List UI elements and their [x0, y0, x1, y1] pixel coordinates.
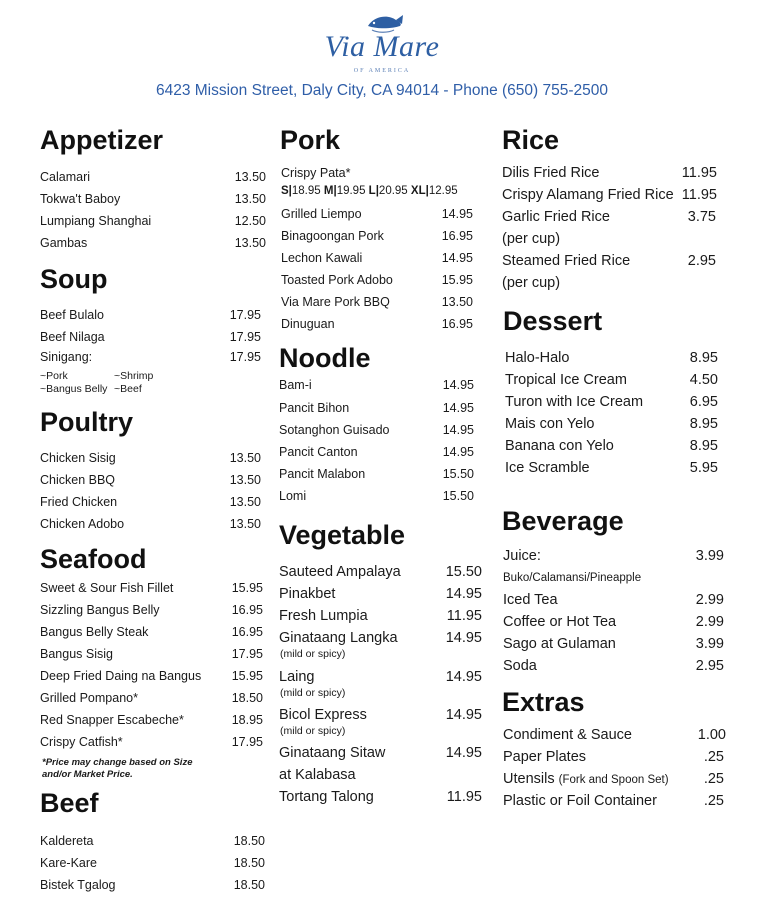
size-label: M|	[323, 185, 337, 197]
item-price: 16.95	[441, 317, 473, 331]
item-price: 18.50	[233, 834, 265, 848]
item-name: Pinakbet	[279, 586, 336, 602]
item-price: 15.95	[231, 581, 263, 595]
item-price: 15.50	[442, 489, 474, 503]
item-name: Bistek Tgalog	[40, 878, 116, 892]
item-price: 2.99	[695, 614, 724, 630]
restaurant-logo	[312, 12, 452, 82]
item-price: 14.95	[445, 630, 482, 646]
item-price: 14.95	[442, 401, 474, 415]
item-name: Mais con Yelo	[505, 416, 595, 432]
juice-options: Buko/Calamansi/Pineapple	[503, 572, 642, 584]
item-name: Lechon Kawali	[281, 251, 363, 265]
item-name: Sweet & Sour Fish Fillet	[40, 581, 174, 595]
item-price: 3.99	[695, 548, 724, 564]
section-title-beef: Beef	[40, 788, 99, 818]
item-price: 14.95	[445, 669, 482, 685]
soup-option: ~Bangus Belly	[40, 383, 108, 395]
section-title-poultry: Poultry	[40, 407, 134, 437]
item-name: Bangus Sisig	[40, 647, 113, 661]
item-name: Soda	[503, 658, 537, 674]
item-subnote: (mild or spicy)	[280, 687, 346, 699]
item-name: Pancit Canton	[279, 445, 358, 459]
item-price: 17.95	[229, 308, 261, 322]
section-title-rice: Rice	[502, 125, 560, 155]
item-name: Chicken BBQ	[40, 473, 116, 487]
item-price: 1.00	[697, 727, 726, 743]
item-price: 13.50	[234, 192, 266, 206]
item-name: (per cup)	[502, 231, 561, 247]
item-name: Tokwa't Baboy	[40, 192, 121, 206]
item-name: Calamari	[40, 170, 91, 184]
item-price: 18.50	[231, 691, 263, 705]
item-name: Coffee or Hot Tea	[503, 614, 617, 630]
item-price: 8.95	[689, 416, 718, 432]
item-price: 13.50	[229, 473, 261, 487]
item-name-detail: (Fork and Spoon Set)	[558, 774, 669, 786]
item-name: Tortang Talong	[279, 789, 374, 805]
section-title-pork: Pork	[280, 125, 341, 155]
item-name: Toasted Pork Adobo	[281, 273, 393, 287]
item-name: Pancit Bihon	[279, 401, 350, 415]
item-price: 8.95	[689, 438, 718, 454]
item-price: 3.99	[695, 636, 724, 652]
item-name: Iced Tea	[503, 592, 558, 608]
item-name: Grilled Liempo	[281, 207, 362, 221]
item-price: 5.95	[689, 460, 718, 476]
item-price: 14.95	[442, 378, 474, 392]
item-price: 17.95	[229, 350, 261, 364]
item-price: 17.95	[231, 647, 263, 661]
item-name: Bangus Belly Steak	[40, 625, 149, 639]
item-price: 14.95	[441, 207, 473, 221]
item-price: 12.50	[234, 214, 266, 228]
item-name: Garlic Fried Rice	[502, 209, 610, 225]
item-price: 13.50	[229, 495, 261, 509]
section-title-dessert: Dessert	[503, 306, 603, 336]
item-name: Lomi	[279, 489, 307, 503]
item-name: Paper Plates	[503, 749, 587, 765]
item-price: 2.95	[687, 253, 716, 269]
item-name: Ginataang Langka	[279, 630, 398, 646]
item-price: 15.50	[445, 564, 482, 580]
soup-option: ~Pork	[40, 370, 68, 382]
item-name: Banana con Yelo	[505, 438, 614, 454]
section-title-appetizer: Appetizer	[40, 125, 164, 155]
item-name: Kare-Kare	[40, 856, 97, 870]
size-price: 19.95	[336, 185, 366, 197]
item-name: Turon with Ice Cream	[505, 394, 644, 410]
item-name: Tropical Ice Cream	[505, 372, 627, 388]
item-name: Bicol Express	[279, 707, 367, 723]
item-name: Steamed Fried Rice	[502, 253, 631, 269]
item-name: Chicken Adobo	[40, 517, 125, 531]
item-name	[503, 772, 669, 787]
logo-wordmark: Via Mare	[324, 30, 440, 63]
item-price: 13.50	[229, 451, 261, 465]
item-price: 16.95	[231, 603, 263, 617]
item-name: Crispy Alamang Fried Rice	[502, 187, 674, 203]
item-price: 18.50	[233, 856, 265, 870]
item-name: Ginataang Sitaw	[279, 745, 386, 761]
item-price: 16.95	[231, 625, 263, 639]
item-price: 15.95	[231, 669, 263, 683]
item-price: 14.95	[442, 423, 474, 437]
section-title-soup: Soup	[40, 264, 108, 294]
item-price: 13.50	[234, 236, 266, 250]
item-name: Beef Nilaga	[40, 330, 105, 344]
item-price: 14.95	[445, 586, 482, 602]
item-name: Sotanghon Guisado	[279, 423, 390, 437]
section-title-beverage: Beverage	[502, 506, 624, 536]
item-price: 4.50	[689, 372, 718, 388]
item-name: Red Snapper Escabeche*	[40, 713, 184, 727]
item-price: 11.95	[446, 608, 482, 624]
item-name: Dilis Fried Rice	[502, 165, 600, 181]
item-price: 14.95	[442, 445, 474, 459]
item-name-main: Utensils	[503, 771, 555, 787]
item-name: at Kalabasa	[279, 767, 356, 783]
price-note-line: *Price may change based on Size	[42, 757, 193, 768]
item-name: Grilled Pompano*	[40, 691, 138, 705]
item-price: 2.99	[695, 592, 724, 608]
item-price: 16.95	[441, 229, 473, 243]
size-price: 18.95	[291, 185, 321, 197]
item-price: 6.95	[689, 394, 718, 410]
item-price: 15.95	[441, 273, 473, 287]
crispy-pata-sizes	[281, 186, 458, 198]
item-name: Bam-i	[279, 378, 312, 392]
size-price: 20.95	[378, 185, 408, 197]
item-price: 11.95	[446, 789, 482, 805]
item-price: 11.95	[681, 165, 717, 181]
item-price: 8.95	[689, 350, 718, 366]
item-name: Juice:	[503, 548, 541, 564]
item-price: 14.95	[445, 707, 482, 723]
item-name: Sizzling Bangus Belly	[40, 603, 160, 617]
item-price: 13.50	[229, 517, 261, 531]
item-name: Fresh Lumpia	[279, 608, 368, 624]
section-title-seafood: Seafood	[40, 544, 147, 574]
section-title-noodle: Noodle	[279, 343, 371, 373]
item-price: 14.95	[441, 251, 473, 265]
item-name: Gambas	[40, 236, 88, 250]
item-price: 14.95	[445, 745, 482, 761]
item-name: Chicken Sisig	[40, 451, 116, 465]
item-name: Binagoongan Pork	[281, 229, 384, 243]
size-label: S|	[281, 185, 292, 197]
item-price: 2.95	[695, 658, 724, 674]
item-name: Condiment & Sauce	[503, 727, 632, 743]
item-name: (per cup)	[502, 275, 561, 291]
item-price: 11.95	[681, 187, 717, 203]
item-price: 17.95	[229, 330, 261, 344]
section-title-extras: Extras	[502, 687, 585, 717]
item-name: Ice Scramble	[505, 460, 590, 476]
size-label: XL|	[410, 185, 429, 197]
size-price: 12.95	[428, 185, 458, 197]
item-price: .25	[703, 793, 724, 809]
item-name: Crispy Pata*	[281, 166, 351, 180]
section-title-vegetable: Vegetable	[279, 520, 406, 550]
item-name: Sago at Gulaman	[503, 636, 616, 652]
item-price: 13.50	[234, 170, 266, 184]
price-note-line: and/or Market Price.	[42, 768, 133, 780]
address-phone: 6423 Mission Street, Daly City, CA 94014 - Phone (650) 755-2500	[155, 82, 609, 99]
item-name: Kaldereta	[40, 834, 94, 848]
item-price: .25	[703, 749, 724, 765]
soup-option: ~Beef	[114, 383, 142, 395]
size-label: L|	[368, 185, 379, 197]
price-note	[42, 757, 192, 781]
item-name: Crispy Catfish*	[40, 735, 123, 749]
item-name: Beef Bulalo	[40, 308, 104, 322]
item-name: Via Mare Pork BBQ	[281, 295, 390, 309]
item-subnote: (mild or spicy)	[280, 725, 346, 737]
item-price: 13.50	[441, 295, 473, 309]
item-price: 15.50	[442, 467, 474, 481]
item-name: Dinuguan	[281, 317, 335, 331]
item-name: Fried Chicken	[40, 495, 118, 509]
item-subnote: (mild or spicy)	[280, 648, 346, 660]
item-name: Laing	[279, 669, 315, 685]
soup-option: ~Shrimp	[114, 370, 154, 382]
item-price: 17.95	[231, 735, 263, 749]
item-name: Halo-Halo	[505, 350, 570, 366]
item-price: 18.50	[233, 878, 265, 892]
item-name: Plastic or Foil Container	[503, 793, 657, 809]
item-name: Sauteed Ampalaya	[279, 564, 401, 580]
item-name: Sinigang:	[40, 350, 93, 364]
item-name: Deep Fried Daing na Bangus	[40, 669, 202, 683]
item-name: Lumpiang Shanghai	[40, 214, 152, 228]
item-price: 18.95	[231, 713, 263, 727]
logo-subtitle: OF AMERICA	[353, 68, 411, 74]
item-price: .25	[703, 771, 724, 787]
item-price: 3.75	[687, 209, 716, 225]
item-name: Pancit Malabon	[279, 467, 366, 481]
